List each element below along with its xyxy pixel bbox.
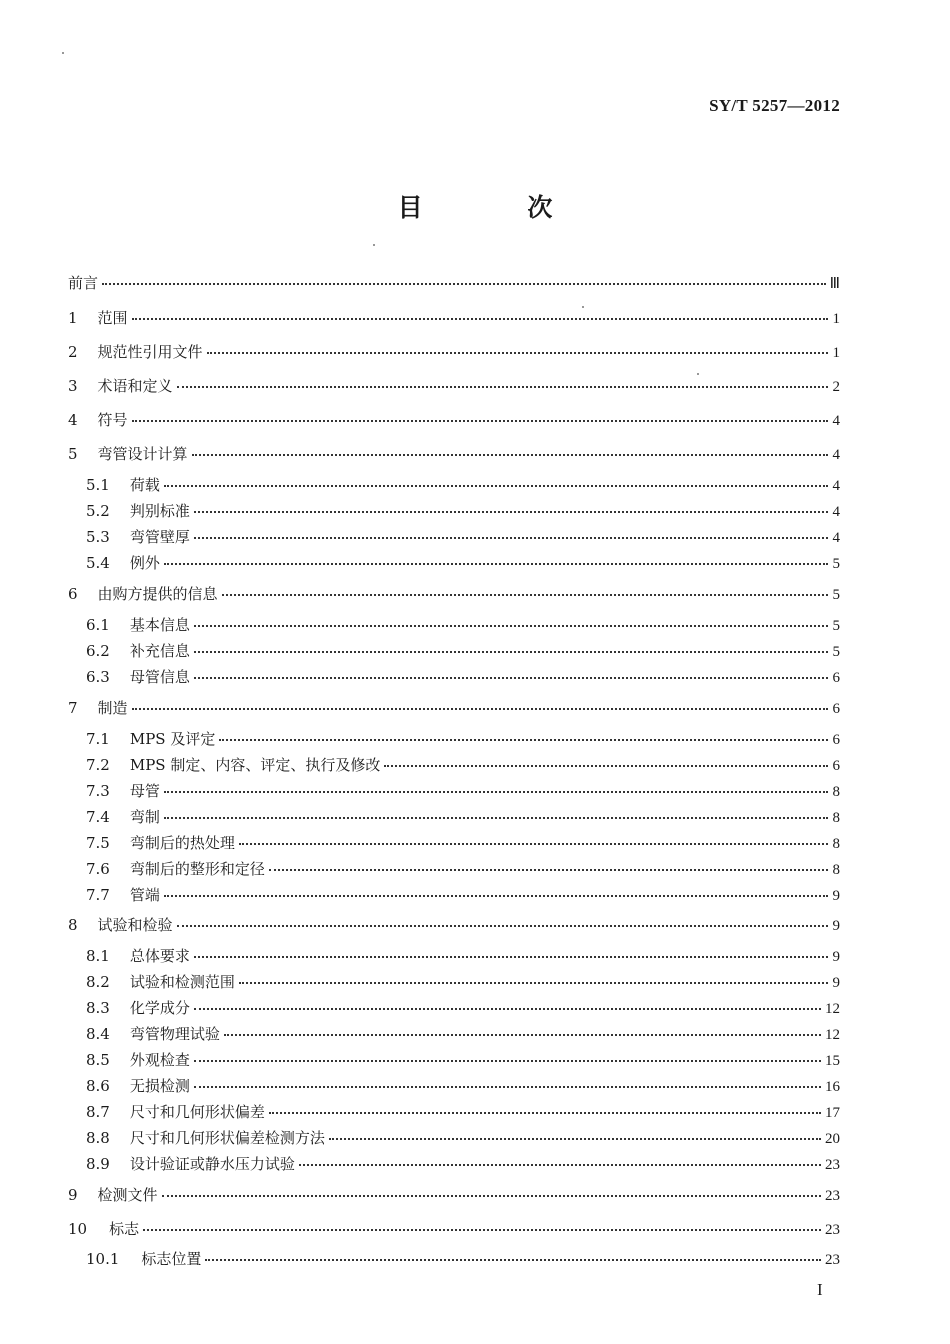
toc-entry-label: 弯制	[129, 808, 160, 826]
toc-entry-number: 10.1	[86, 1250, 120, 1268]
toc-entry-number: 8.4	[86, 1025, 110, 1043]
toc-entry-number: 2	[68, 343, 78, 361]
toc-entry-label: 尺寸和几何形状偏差检测方法	[129, 1129, 325, 1147]
dot-leader	[194, 624, 828, 627]
toc-entry[interactable]	[68, 342, 840, 363]
toc-entry-label: 母管	[129, 782, 160, 800]
toc-entry[interactable]	[86, 781, 840, 802]
toc-entry-page: 4	[832, 447, 840, 463]
toc-entry[interactable]	[86, 553, 840, 574]
scan-speck	[582, 306, 584, 308]
toc-entry-number: 8.9	[86, 1155, 110, 1173]
toc-entry[interactable]	[86, 885, 840, 906]
page-number: I	[817, 1280, 823, 1299]
toc-entry[interactable]	[68, 698, 840, 719]
toc-entry-page: 6	[832, 670, 840, 686]
toc-entry-label: 标志位置	[141, 1250, 202, 1268]
toc-entry-number: 6.3	[86, 668, 110, 686]
toc-entry-page: 9	[832, 975, 840, 991]
toc-entry-label: 弯管物理试验	[129, 1025, 220, 1043]
toc-entry[interactable]	[86, 946, 840, 967]
dot-leader	[177, 924, 828, 927]
toc-entry-number: 3	[68, 377, 78, 395]
dot-leader	[384, 764, 828, 767]
toc-entry-page: 9	[832, 918, 840, 934]
toc-entry-number: 7.4	[86, 808, 110, 826]
toc-entry-number: 7.1	[86, 730, 110, 748]
dot-leader	[239, 981, 828, 984]
dot-leader	[177, 385, 828, 388]
toc-entry-number: 8	[68, 916, 78, 934]
toc-entry-label: 符号	[97, 411, 128, 429]
toc-entry[interactable]	[86, 998, 840, 1019]
toc-entry-label: MPS 制定、内容、评定、执行及修改	[129, 756, 381, 774]
toc-entry-number: 7.6	[86, 860, 110, 878]
toc-entry-page: 5	[832, 618, 840, 634]
dot-leader	[164, 894, 828, 897]
toc-entry-number: 4	[68, 411, 78, 429]
toc-entry-label: 弯管壁厚	[129, 528, 190, 546]
toc-entry-page: 2	[832, 379, 840, 395]
toc-entry-label: 化学成分	[129, 999, 190, 1017]
toc-entry[interactable]	[86, 859, 840, 880]
toc-entry-number: 10	[68, 1220, 88, 1238]
toc-entry[interactable]	[86, 833, 840, 854]
toc-entry-page: 5	[832, 644, 840, 660]
dot-leader	[194, 536, 828, 539]
dot-leader	[239, 842, 828, 845]
toc-entry-label: 由购方提供的信息	[97, 585, 218, 603]
toc-entry-page: 8	[832, 862, 840, 878]
toc-entry[interactable]	[86, 807, 840, 828]
toc-entry-label: 范围	[97, 309, 128, 327]
toc-entry[interactable]	[86, 1249, 840, 1270]
toc-entry-number: 7.7	[86, 886, 110, 904]
page-title: 目 次	[397, 193, 601, 222]
toc-entry-label: 弯制后的热处理	[129, 834, 235, 852]
toc-entry-page: 4	[832, 530, 840, 546]
toc-entry[interactable]	[86, 1102, 840, 1123]
toc-entry-number: 5.3	[86, 528, 110, 546]
toc-entry[interactable]	[68, 584, 840, 605]
toc-entry[interactable]	[68, 273, 840, 294]
toc-entry[interactable]	[68, 1219, 840, 1240]
toc-entry-number: 8.1	[86, 947, 110, 965]
dot-leader	[207, 351, 828, 354]
toc-entry-label: 前言	[68, 274, 99, 292]
toc-entry-page: 9	[832, 888, 840, 904]
toc-entry-page: 1	[832, 311, 840, 327]
dot-leader	[194, 1059, 821, 1062]
toc-entry-page: 12	[825, 1027, 840, 1043]
toc-entry[interactable]	[86, 755, 840, 776]
toc-entry-number: 6.2	[86, 642, 110, 660]
dot-leader	[194, 1007, 821, 1010]
toc-entry-page: 6	[832, 732, 840, 748]
toc-entry-label: 总体要求	[129, 947, 190, 965]
toc-entry-number: 5.1	[86, 476, 110, 494]
toc-entry-label: 制造	[97, 699, 128, 717]
dot-leader	[194, 650, 828, 653]
dot-leader	[194, 955, 828, 958]
toc-entry[interactable]	[86, 1024, 840, 1045]
scan-speck	[62, 52, 64, 54]
toc-entry-number: 5.2	[86, 502, 110, 520]
toc-entry-number: 6	[68, 585, 78, 603]
toc-entry-page: 16	[825, 1079, 840, 1095]
dot-leader	[192, 453, 828, 456]
toc-entry[interactable]	[86, 1050, 840, 1071]
dot-leader	[219, 738, 828, 741]
toc-entry[interactable]	[68, 444, 840, 465]
toc-entry-page: 20	[825, 1131, 840, 1147]
dot-leader	[164, 562, 828, 565]
toc-entry[interactable]	[86, 501, 840, 522]
standard-code: SY/T 5257—2012	[709, 96, 840, 115]
toc-entry-label: 检测文件	[97, 1186, 158, 1204]
dot-leader	[164, 790, 828, 793]
toc-entry-number: 5.4	[86, 554, 110, 572]
dot-leader	[329, 1137, 821, 1140]
dot-leader	[269, 1111, 821, 1114]
toc-entry[interactable]	[68, 1185, 840, 1206]
dot-leader	[194, 676, 828, 679]
toc-entry-label: 弯管设计计算	[97, 445, 188, 463]
dot-leader	[222, 593, 828, 596]
scan-speck	[697, 373, 699, 375]
toc-entry-number: 7	[68, 699, 78, 717]
toc-entry-page: 15	[825, 1053, 840, 1069]
toc-entry[interactable]	[86, 667, 840, 688]
toc-entry[interactable]	[86, 729, 840, 750]
dot-leader	[132, 317, 828, 320]
toc-entry-label: 无损检测	[129, 1077, 190, 1095]
dot-leader	[132, 419, 828, 422]
toc-entry-page: 12	[825, 1001, 840, 1017]
toc-entry[interactable]	[86, 475, 840, 496]
toc-entry-page: 8	[832, 810, 840, 826]
toc-entry[interactable]	[86, 972, 840, 993]
toc-entry-number: 9	[68, 1186, 78, 1204]
toc-entry-label: 外观检查	[129, 1051, 190, 1069]
toc-entry-label: 弯制后的整形和定径	[129, 860, 265, 878]
toc-entry-number: 8.8	[86, 1129, 110, 1147]
toc-entry-label: 基本信息	[129, 616, 190, 634]
dot-leader	[194, 1085, 821, 1088]
toc-entry-number: 7.5	[86, 834, 110, 852]
toc-entry-page: 4	[832, 504, 840, 520]
toc-entry[interactable]	[68, 915, 840, 936]
toc-entry[interactable]	[86, 641, 840, 662]
toc-entry-number: 7.2	[86, 756, 110, 774]
toc-entry-page: 23	[825, 1157, 840, 1173]
toc-entry-label: 试验和检测范围	[129, 973, 235, 991]
toc-entry-page: 6	[832, 701, 840, 717]
toc-entry-page: 9	[832, 949, 840, 965]
scan-speck	[373, 244, 375, 246]
toc-entry-page: 4	[832, 478, 840, 494]
toc-entry-label: 尺寸和几何形状偏差	[129, 1103, 265, 1121]
dot-leader	[143, 1228, 821, 1231]
toc-entry[interactable]	[86, 615, 840, 636]
toc-entry-number: 8.5	[86, 1051, 110, 1069]
toc-entry-label: 术语和定义	[97, 377, 173, 395]
toc-entry-page: Ⅲ	[829, 276, 840, 292]
toc-entry-label: 母管信息	[129, 668, 190, 686]
toc-entry-number: 5	[68, 445, 78, 463]
toc-entry-label: 荷载	[129, 476, 160, 494]
toc-entry-label: 补充信息	[129, 642, 190, 660]
toc-entry-page: 6	[832, 758, 840, 774]
toc-entry-number: 1	[68, 309, 78, 327]
toc-entry[interactable]	[86, 1128, 840, 1149]
toc-entry-page: 23	[825, 1222, 840, 1238]
dot-leader	[205, 1258, 821, 1261]
toc-entry[interactable]	[86, 1154, 840, 1175]
toc-entry-label: 试验和检验	[97, 916, 173, 934]
toc-entry-page: 17	[825, 1105, 840, 1121]
toc-entry-number: 6.1	[86, 616, 110, 634]
dot-leader	[164, 816, 828, 819]
toc-entry-number: 7.3	[86, 782, 110, 800]
toc-entry-number: 8.6	[86, 1077, 110, 1095]
toc-entry[interactable]	[86, 527, 840, 548]
toc-entry-number: 8.3	[86, 999, 110, 1017]
toc-entry[interactable]	[68, 376, 840, 397]
dot-leader	[132, 707, 828, 710]
toc-entry-label: 标志	[109, 1220, 140, 1238]
toc-entry-page: 5	[832, 556, 840, 572]
toc-entry-page: 1	[832, 345, 840, 361]
dot-leader	[224, 1033, 821, 1036]
toc-entry[interactable]	[68, 410, 840, 431]
toc-entry[interactable]	[68, 308, 840, 329]
toc-entry-label: 设计验证或静水压力试验	[129, 1155, 295, 1173]
toc-entry-page: 8	[832, 784, 840, 800]
toc-entry-page: 5	[832, 587, 840, 603]
toc-entry-label: 例外	[129, 554, 160, 572]
toc-entry-page: 4	[832, 413, 840, 429]
toc-entry-page: 23	[825, 1188, 840, 1204]
dot-leader	[299, 1163, 821, 1166]
dot-leader	[269, 868, 828, 871]
toc-entry-page: 8	[832, 836, 840, 852]
dot-leader	[164, 484, 828, 487]
toc-entry-label: 判别标准	[129, 502, 190, 520]
toc-entry-label: MPS 及评定	[129, 730, 216, 748]
toc-entry-label: 管端	[129, 886, 160, 904]
toc-entry[interactable]	[86, 1076, 840, 1097]
toc-entry-number: 8.2	[86, 973, 110, 991]
dot-leader	[162, 1194, 821, 1197]
toc-entry-label: 规范性引用文件	[97, 343, 203, 361]
dot-leader	[194, 510, 828, 513]
dot-leader	[102, 282, 826, 285]
toc-entry-number: 8.7	[86, 1103, 110, 1121]
toc-entry-page: 23	[825, 1252, 840, 1268]
